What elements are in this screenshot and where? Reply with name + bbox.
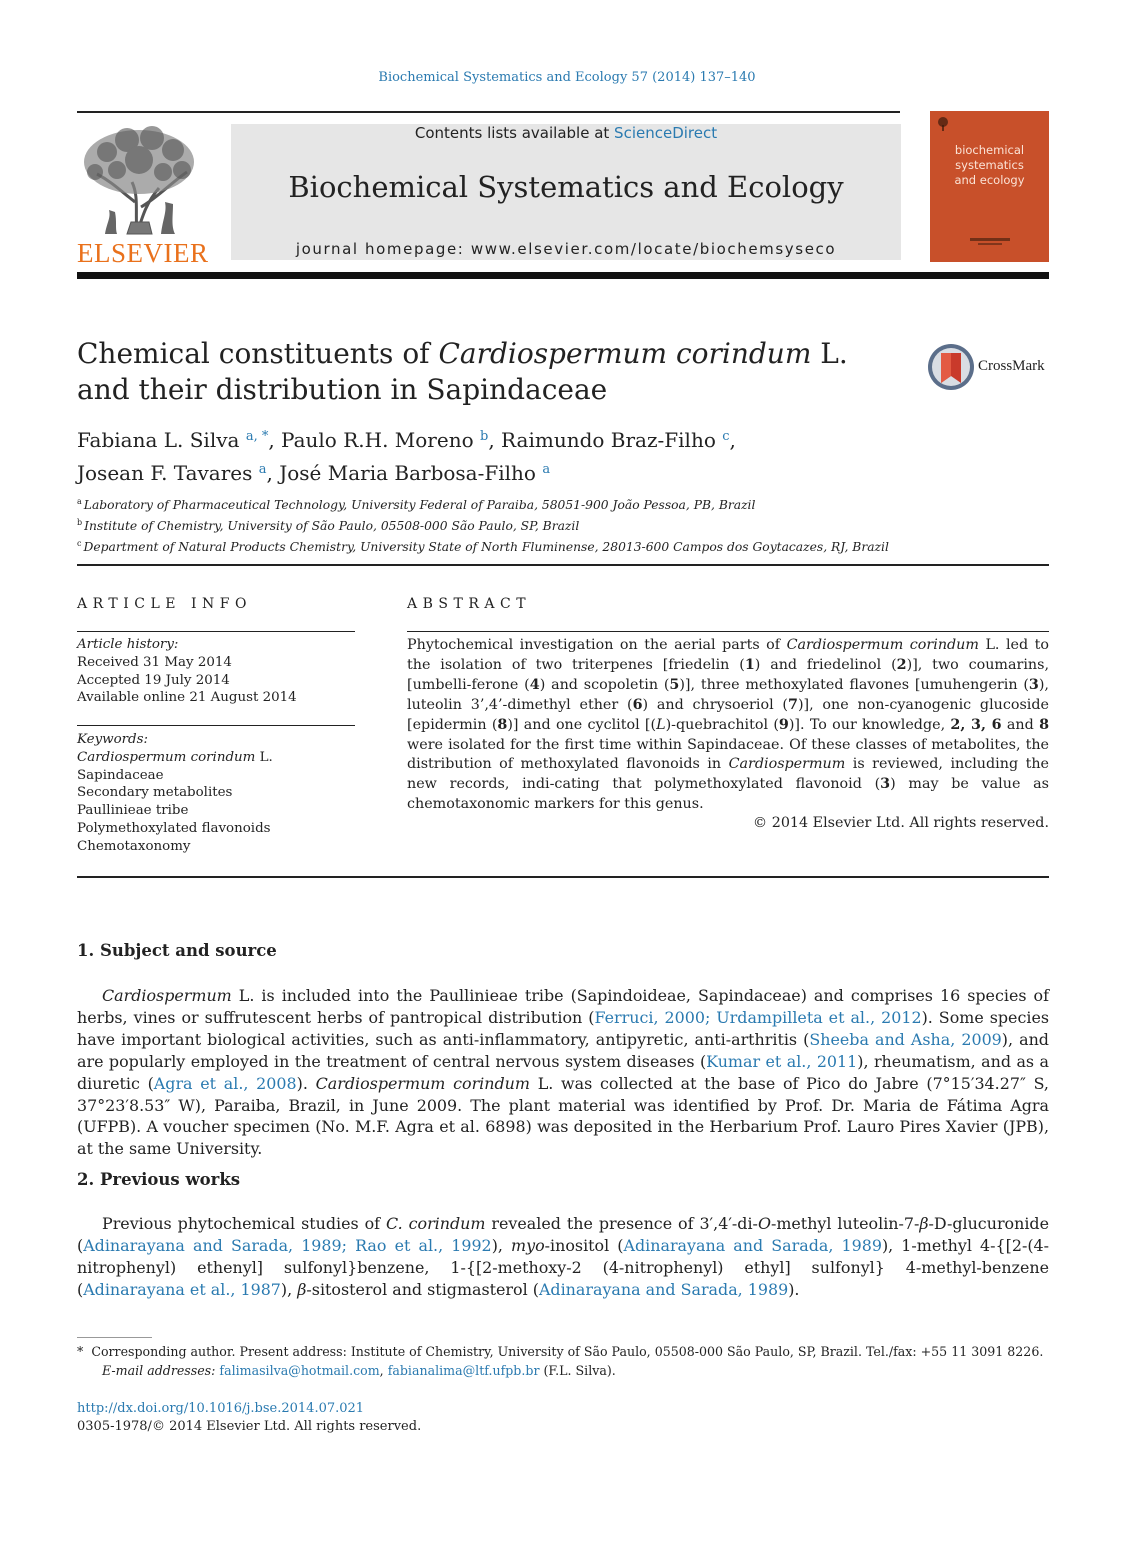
abstract-rule: [407, 631, 1049, 632]
abstract-heading: ABSTRACT: [407, 596, 532, 612]
affiliation-mark: c: [77, 539, 82, 548]
corresponding-text: Corresponding author. Present address: Institute of Chemistry, University of São Paulo, 05508-000 São Paulo, SP, Brazil. Tel./fax: +55 11 3091 8226.: [91, 1344, 1044, 1359]
cover-line-1: biochemical: [954, 143, 1025, 157]
footnote: [77, 1342, 1049, 1380]
keyword-item: Secondary metabolites: [77, 785, 233, 801]
title-part-2: L. and their distribution in Sapindaceae: [77, 337, 848, 406]
abstract-copyright: © 2014 Elsevier Ltd. All rights reserved.: [752, 815, 1049, 831]
affiliation-mark: b: [77, 518, 83, 527]
journal-citation[interactable]: Biochemical Systematics and Ecology 57 (2014) 137–140: [378, 70, 756, 85]
author-affiliation-mark[interactable]: a: [258, 462, 267, 477]
author-name[interactable]: Josean F. Tavares: [77, 461, 253, 485]
affiliation-text: Institute of Chemistry, University of São Paulo, 05508-000 São Paulo, SP, Brazil: [84, 519, 580, 533]
masthead-rule: [77, 272, 1049, 279]
accepted-date: Accepted 19 July 2014: [77, 672, 230, 688]
email-label: E-mail addresses:: [102, 1363, 216, 1378]
title-part-1: Chemical constituents of: [77, 337, 439, 370]
author-affiliation-mark[interactable]: a, *: [245, 429, 269, 444]
contents-line: [231, 124, 901, 142]
section-divider: [77, 876, 1049, 878]
keywords-label: Keywords:: [77, 732, 149, 747]
elsevier-wordmark: ELSEVIER: [77, 238, 209, 268]
history-label: Article history:: [77, 637, 179, 652]
affiliation-item: [77, 535, 1057, 556]
author-name[interactable]: José Maria Barbosa-Filho: [279, 461, 536, 485]
header-rule: [77, 111, 900, 113]
title-species: Cardiospermum corindum: [438, 337, 812, 370]
cover-line-3: and ecology: [954, 173, 1025, 187]
keyword-item: Polymethoxylated flavonoids: [77, 820, 271, 836]
crossmark-label[interactable]: CrossMark: [978, 358, 1045, 374]
reference-link[interactable]: Adinarayana and Sarada, 1989; Rao et al., 1992: [83, 1235, 492, 1255]
sciencedirect-link[interactable]: ScienceDirect: [614, 124, 718, 142]
author-name[interactable]: Raimundo Braz-Filho: [501, 428, 716, 452]
reference-link[interactable]: Ferruci, 2000; Urdampilleta et al., 2012: [594, 1007, 922, 1027]
section-2-heading: 2. Previous works: [77, 1170, 241, 1189]
keyword-species: Cardiospermum corindum: [77, 749, 256, 765]
keyword-item: Chemotaxonomy: [77, 838, 191, 854]
author-affiliation-mark[interactable]: b: [479, 429, 489, 444]
article-title: [77, 336, 897, 408]
affiliation-item: [77, 514, 1057, 535]
affiliation-text: Laboratory of Pharmaceutical Technology, University Federal of Paraiba, 58051-900 João Pessoa, PB, Brazil: [83, 498, 756, 512]
article-info-heading: ARTICLE INFO: [77, 596, 252, 612]
reference-link[interactable]: Adinarayana and Sarada, 1989: [538, 1279, 789, 1299]
keywords: [77, 731, 355, 856]
section-2-paragraph: Previous phytochemical studies of C. corindum revealed the presence of 3′,4′-di-O-methyl luteolin-7-β-D-glucuronide (Adinarayana and Sarada, 1989; Rao et al., 1992), myo-inositol (Adinarayana and Sarada, 1989), 1-methyl 4-{[2-(4-nitrophenyl) ethenyl] sulfonyl}benzene, 1-{[2-methoxy-2 (4-nitrophenyl) ethyl] sulfonyl} 4-methyl-benzene (Adinarayana et al., 1987), β-sitosterol and stigmasterol (Adinarayana and Sarada, 1989).: [77, 1214, 1049, 1299]
author-name[interactable]: Paulo R.H. Moreno: [281, 428, 474, 452]
reference-link[interactable]: Adinarayana et al., 1987: [83, 1279, 281, 1299]
keyword-suffix: L.: [255, 749, 273, 765]
keyword-item: Sapindaceae: [77, 767, 164, 783]
reference-link[interactable]: Adinarayana and Sarada, 1989: [623, 1235, 882, 1255]
email-note: E-mail addresses: falimasilva@hotmail.com, fabianalima@ltf.ufpb.br (F.L. Silva).: [102, 1363, 616, 1378]
cover-title: [930, 143, 1049, 188]
email-link[interactable]: falimasilva@hotmail.com: [219, 1363, 380, 1378]
author-affiliation-mark[interactable]: a: [542, 462, 551, 477]
received-date: Received 31 May 2014: [77, 654, 232, 670]
doi-link[interactable]: http://dx.doi.org/10.1016/j.bse.2014.07.021: [77, 1401, 365, 1416]
reference-link[interactable]: Agra et al., 2008: [153, 1073, 297, 1093]
email-link[interactable]: fabianalima@ltf.ufpb.br: [387, 1363, 540, 1378]
keywords-rule: [77, 725, 355, 726]
keyword-item: [77, 749, 355, 767]
section-divider: [77, 564, 1049, 566]
reference-link[interactable]: Kumar et al., 2011: [706, 1051, 858, 1071]
issn-copyright: 0305-1978/© 2014 Elsevier Ltd. All rights reserved.: [77, 1419, 422, 1434]
reference-link[interactable]: Sheeba and Asha, 2009: [809, 1029, 1002, 1049]
section-1-paragraph: Cardiospermum L. is included into the Paullinieae tribe (Sapindoideae, Sapindaceae) and comprises 16 species of herbs, vines or suffrutescent herbs of pantropical distribution (Ferruci, 2000; Urdampilleta et al., 2012). Some species have important biological activities, such as anti-inflammatory, antipyretic, anti-arthritis (Sheeba and Asha, 2009), and are popularly employed in the treatment of central nervous system diseases (Kumar et al., 2011), rheumatism, and as a diuretic (Agra et al., 2008). Cardiospermum corindum L. was collected at the base of Pico do Jabre (7°15′34.27″ S, 37°23′8.53″ W), Paraiba, Brazil, in June 2009. The plant material was identified by Prof. Dr. Maria de Fátima Agra (UFPB). A voucher specimen (No. M.F. Agra et al. 6898) was deposited in the Herbarium Prof. Lauro Pires Xavier (JPB), at the same University.: [77, 986, 1050, 1159]
cover-tree-icon: [936, 116, 950, 132]
abstract-text: Phytochemical investigation on the aerial parts of Cardiospermum corindum L. led to the isolation of two triterpenes [friedelin (1) and friedelinol (2)], two coumarins, [umbelli-ferone (4) and scopoletin (5)], three methoxylated flavones [umuhengerin (3), luteolin 3’,4’-dimethyl ether (6) and chrysoeriol (7)], one non-cyanogenic glucoside [epidermin (8)] and one cyclitol [(L)-quebrachitol (9)]. To our knowledge, 2, 3, 6 and 8 were isolated for the first time within Sapindaceae. Of these classes of metabolites, the distribution of methoxylated flavonoids in Cardiospermum is reviewed, including the new records, indi-cating that polymethoxylated flavonoid (3) may be value as chemotaxonomic markers for this genus.: [407, 637, 1050, 813]
author-affiliation-mark[interactable]: c: [722, 429, 730, 444]
journal-homepage[interactable]: journal homepage: www.elsevier.com/locate/biochemsyseco: [295, 240, 837, 258]
crossmark-icon[interactable]: [927, 343, 975, 391]
article-info-rule: [77, 631, 355, 632]
article-history: [77, 636, 355, 707]
author-name[interactable]: Fabiana L. Silva: [77, 428, 240, 452]
affiliation-mark: a: [77, 497, 82, 506]
section-1-heading: 1. Subject and source: [77, 941, 277, 960]
cover-sciencedirect-icon: [968, 234, 1012, 248]
footnote-rule: [77, 1337, 152, 1338]
journal-title: Biochemical Systematics and Ecology: [288, 170, 844, 204]
affiliation-text: Department of Natural Products Chemistry, University State of North Fluminense, 28013-600 Campos dos Goytacazes, RJ, Brazil: [83, 540, 889, 554]
keyword-item: Paullinieae tribe: [77, 803, 189, 819]
online-date: Available online 21 August 2014: [77, 690, 297, 706]
cover-line-2: systematics: [955, 158, 1024, 172]
contents-prefix: Contents lists available at: [414, 124, 615, 142]
author-list: Fabiana L. Silva $^{a, *}$, Paulo R.H. Moreno $^b$, Raimundo Braz-Filho $^c$, Josean F. Tavares $^a$, José Maria Barbosa-Filho $^a$: [77, 428, 736, 485]
email-owner: (F.L. Silva).: [543, 1363, 616, 1378]
affiliations: [77, 493, 1057, 556]
corresponding-author-note: * Corresponding author. Present address: Institute of Chemistry, University of São Paulo, 05508-000 São Paulo, SP, Brazil. Tel./fax: +55 11 3091 8226.: [77, 1344, 1044, 1359]
affiliation-item: [77, 493, 1057, 514]
